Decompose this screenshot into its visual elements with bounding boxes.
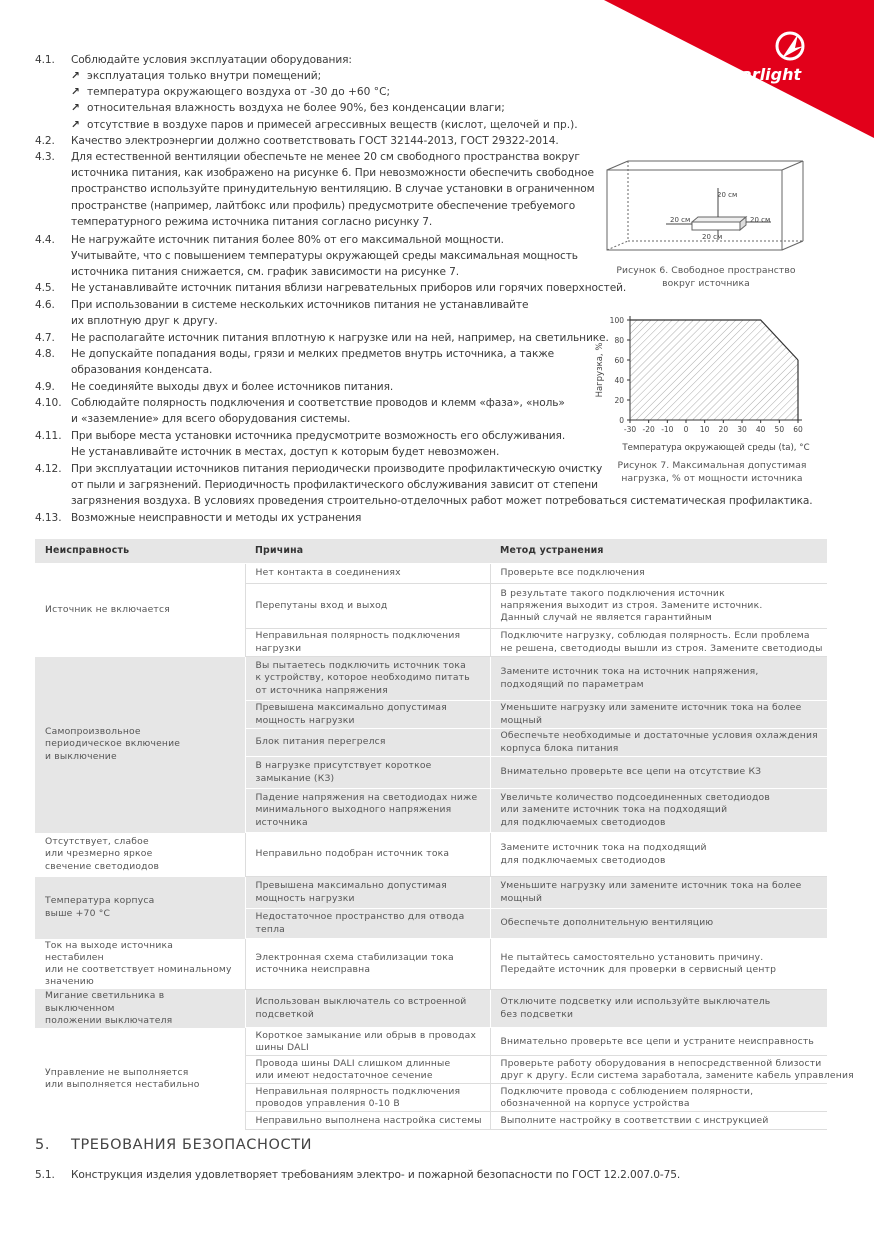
cause-line: Вы пытаетесь подключить источник тока xyxy=(255,660,466,672)
x-tick-label: 30 xyxy=(737,425,747,434)
item-number: 4.12. xyxy=(35,463,62,475)
condition-text: отсутствие в воздухе паров и примесей агрессивных веществ (кислот, щелочей и пр.). xyxy=(87,118,578,131)
cause-line: или имеют недостаточное сечение xyxy=(255,1069,433,1081)
cause-line: Блок питания перегрелся xyxy=(255,736,386,748)
fix-line: Отключите подсветку или используйте выключатель xyxy=(500,996,771,1008)
header-cause: Причина xyxy=(245,539,490,564)
fault-line: или чрезмерно яркое xyxy=(45,848,153,860)
item-text-line: Не располагайте источник питания вплотную к нагрузке или на ней, например, на светильнике. xyxy=(71,332,609,344)
fault-line: и выключение xyxy=(45,750,117,762)
arrow-bullet-icon: ↗ xyxy=(71,102,80,115)
x-tick-label: 20 xyxy=(718,425,729,434)
item-number: 4.9. xyxy=(35,381,55,393)
item-text-line: При выборе места установки источника предусмотрите возможность его обслуживания. xyxy=(71,430,566,442)
x-tick-label: 0 xyxy=(683,425,689,434)
item-text-line: Соблюдайте полярность подключения и соответствие проводов и клемм «фаза», «ноль» xyxy=(71,397,565,409)
condition-bullet xyxy=(71,100,505,116)
fix-line: для подключаемых светодиодов xyxy=(500,854,666,866)
cause-cell xyxy=(245,629,490,657)
cause-line: Электронная схема стабилизации тока xyxy=(255,951,454,963)
table-row xyxy=(35,833,827,877)
fix-line: для подключаемых светодиодов xyxy=(500,816,666,828)
item-number: 4.7. xyxy=(35,332,55,344)
item-number: 4.3. xyxy=(35,151,55,163)
y-tick-label: 100 xyxy=(609,316,624,325)
fault-line: или не соответствует номинальному xyxy=(45,963,232,975)
fix-line: Проверьте работу оборудования в непосредственной близости xyxy=(500,1057,822,1069)
section-5-heading xyxy=(35,1137,313,1153)
item-text-line: Не допускайте попадания воды, грязи и мелких предметов внутрь источника, а также xyxy=(71,348,555,360)
fault-cell xyxy=(35,989,245,1028)
fix-line: В результате такого подключения источник xyxy=(500,587,725,599)
cause-cell xyxy=(245,564,490,584)
power-supply-unit xyxy=(692,217,746,230)
item-text-line: пространство используйте принудительную вентиляцию. В случае установки в ограниченном xyxy=(71,183,595,196)
item-text-line: Соблюдайте условия эксплуатации оборудования: xyxy=(71,54,352,66)
fix-cell xyxy=(490,939,827,990)
fix-cell xyxy=(490,789,827,833)
item-text-line: Не устанавливайте источник в местах, доступ к которым будет невозможен. xyxy=(71,446,500,459)
fix-line: Обеспечьте дополнительную вентиляцию xyxy=(500,917,714,929)
cause-cell xyxy=(245,729,490,757)
cause-line: Недостаточное пространство для отвода xyxy=(255,911,465,923)
fix-cell xyxy=(490,833,827,877)
fault-table xyxy=(35,539,854,1130)
figure-6-box-diagram xyxy=(606,160,806,254)
cause-line: Превышена максимально допустимая xyxy=(255,702,447,714)
brand-corner xyxy=(604,0,874,140)
table-row xyxy=(35,939,827,990)
fix-cell xyxy=(490,757,827,789)
section-5-title: ТРЕБОВАНИЯ БЕЗОПАСНОСТИ xyxy=(71,1137,313,1153)
fix-cell xyxy=(490,701,827,729)
fix-line: корпуса блока питания xyxy=(500,742,619,754)
fix-cell xyxy=(490,1084,827,1112)
item-text-line: образования конденсата. xyxy=(71,364,213,377)
y-tick-label: 60 xyxy=(614,356,624,365)
fault-cell xyxy=(35,564,245,657)
section-5-number: 5. xyxy=(35,1137,51,1153)
item-number: 4.1. xyxy=(35,54,55,66)
table-row xyxy=(35,877,827,909)
cause-cell xyxy=(245,1056,490,1084)
fix-line: Внимательно проверьте все цепи на отсутствие КЗ xyxy=(500,766,762,778)
cause-line: шины DALI xyxy=(255,1041,309,1053)
figure-6-label-left: 20 см xyxy=(670,216,691,224)
item-4-2 xyxy=(35,133,815,149)
condition-text: относительная влажность воздуха не более 90%, без конденсации влаги; xyxy=(87,102,505,115)
item-text-line: от пыли и загрязнений. Периодичность профилактического обслуживания зависит от степени xyxy=(71,479,598,492)
cause-line: источника неисправна xyxy=(255,963,371,975)
cause-cell xyxy=(245,1028,490,1056)
figure-6-caption-line-2: вокруг источника xyxy=(662,278,750,289)
item-text-line: их вплотную друг к другу. xyxy=(71,315,218,328)
figure-6-label-top: 20 см xyxy=(717,191,738,199)
cause-line: Падение напряжения на светодиодах ниже xyxy=(255,792,478,804)
cause-cell xyxy=(245,833,490,877)
cause-line: замыкание (КЗ) xyxy=(255,772,335,784)
fault-cell xyxy=(35,657,245,833)
fix-line: Передайте источник для проверки в сервисный центр xyxy=(500,963,777,975)
item-number: 4.6. xyxy=(35,299,55,311)
x-tick-label: -20 xyxy=(642,425,655,434)
x-tick-label: 10 xyxy=(699,425,710,434)
header-fault: Неисправность xyxy=(35,539,245,564)
cause-line: к устройству, которое необходимо питать xyxy=(255,672,470,684)
fault-line: Отсутствует, слабое xyxy=(45,836,149,848)
figure-6-caption-line-1: Рисунок 6. Свободное пространство xyxy=(616,265,796,276)
item-text-line: источника питания, как изображено на рисунке 6. При невозможности обеспечить свободное xyxy=(71,167,594,180)
fix-line: Обеспечьте необходимые и достаточные условия охлаждения xyxy=(500,730,818,742)
item-5-1-number: 5.1. xyxy=(35,1169,55,1181)
fix-line: напряжения выходит из строя. Замените источник. xyxy=(500,599,763,611)
cause-cell xyxy=(245,1084,490,1112)
cause-cell xyxy=(245,701,490,729)
item-text-line: Не устанавливайте источник питания вблизи нагревательных приборов или горячих поверхностей. xyxy=(71,282,627,294)
fix-line: Уменьшите нагрузку или замените источник тока на более xyxy=(500,702,802,714)
cause-cell xyxy=(245,757,490,789)
item-5-1 xyxy=(35,1167,835,1184)
arrow-bullet-icon: ↗ xyxy=(71,86,80,99)
cause-line: источника xyxy=(255,816,308,828)
fix-cell xyxy=(490,1112,827,1130)
figure-7-caption-line-2: нагрузка, % от мощности источника xyxy=(621,473,803,484)
fix-line: мощный xyxy=(500,714,543,726)
cause-line: проводов управления 0-10 В xyxy=(255,1097,400,1109)
y-axis-label: Нагрузка, % xyxy=(595,342,605,398)
cause-line: Использован выключатель со встроенной xyxy=(255,996,467,1008)
y-tick-label: 20 xyxy=(614,396,624,405)
fault-line: периодическое включение xyxy=(45,738,181,750)
item-4-1 xyxy=(35,52,815,68)
x-tick-label: 50 xyxy=(774,425,785,434)
cause-line: от источника напряжения xyxy=(255,684,388,696)
fault-line: Ток на выходе источника нестабилен xyxy=(45,939,174,963)
cause-line: тепла xyxy=(255,923,286,935)
item-text-line: Не нагружайте источник питания более 80% от его максимальной мощности. xyxy=(71,234,504,246)
fix-cell xyxy=(490,729,827,757)
x-tick-label: -30 xyxy=(623,425,637,434)
fix-cell xyxy=(490,1056,854,1084)
condition-bullet xyxy=(71,117,578,133)
fault-line: или выполняется нестабильно xyxy=(45,1078,200,1090)
cause-cell xyxy=(245,1112,490,1130)
x-axis-label: Температура окружающей среды (ta), °C xyxy=(622,443,810,453)
cause-line: мощность нагрузки xyxy=(255,714,355,726)
fix-cell xyxy=(490,629,827,657)
fix-line: или замените источник тока на подходящий xyxy=(500,804,728,816)
fix-line: Не пытайтесь самостоятельно установить причину. xyxy=(500,951,764,963)
load-area xyxy=(630,320,798,420)
fix-line: Выполните настройку в соответствии с инструкцией xyxy=(500,1114,769,1126)
cause-line: В нагрузке присутствует короткое xyxy=(255,760,432,772)
item-number: 4.2. xyxy=(35,135,55,147)
fix-line: Увеличьте количество подсоединенных светодиодов xyxy=(500,792,770,804)
cause-line: мощность нагрузки xyxy=(255,892,355,904)
item-text-line: температурного режима источника питания согласно рисунку 7. xyxy=(71,215,433,228)
fix-line: не решена, светодиоды вышли из строя. Замените светодиоды xyxy=(500,642,823,654)
item-text-line: загрязнения воздуха. В условиях проведения строительно-отделочных работ может потребоваться систематическая профилактика. xyxy=(71,495,813,508)
fix-line: обозначенной на корпусе устройства xyxy=(500,1097,690,1109)
fix-line: Замените источник тока на подходящий xyxy=(500,842,707,854)
item-number: 4.4. xyxy=(35,234,55,246)
fix-line: без подсветки xyxy=(500,1008,574,1020)
condition-bullet xyxy=(71,68,321,84)
cause-cell xyxy=(245,877,490,909)
figure-6-label-bottom: 20 см xyxy=(702,233,723,241)
fault-cell xyxy=(35,939,245,990)
cause-cell xyxy=(245,789,490,833)
item-text-line: Учитывайте, что с повышением температуры окружающей среды максимальная мощность xyxy=(71,250,578,263)
fault-line: Источник не включается xyxy=(45,604,170,616)
cause-line: Перепутаны вход и выход xyxy=(255,599,388,611)
item-text-line: Для естественной вентиляции обеспечьте не менее 20 см свободного пространства вокруг xyxy=(71,151,580,163)
cause-line: Превышена максимально допустимая xyxy=(255,880,447,892)
fault-cell xyxy=(35,833,245,877)
cause-cell xyxy=(245,909,490,939)
item-text-line: Не соединяйте выходы двух и более источников питания. xyxy=(71,381,394,393)
cause-line: подсветкой xyxy=(255,1008,315,1020)
fix-cell xyxy=(490,657,827,701)
cause-line: Короткое замыкание или обрыв в проводах xyxy=(255,1029,477,1041)
fix-cell xyxy=(490,1028,827,1056)
fault-line: значению xyxy=(45,976,94,988)
fix-cell xyxy=(490,909,827,939)
fix-line: Подключите нагрузку, соблюдая полярность. Если проблема xyxy=(500,630,810,642)
item-number: 4.5. xyxy=(35,282,55,294)
figure-6-label-right: 20 см xyxy=(750,216,771,224)
fix-cell xyxy=(490,564,827,584)
y-tick-label: 40 xyxy=(614,376,624,385)
arrow-bullet-icon: ↗ xyxy=(71,118,80,131)
item-text-line: При эксплуатации источников питания периодически производите профилактическую очистку xyxy=(71,463,603,475)
table-row xyxy=(35,1028,827,1056)
header-fix: Метод устранения xyxy=(490,539,827,564)
fix-line: Проверьте все подключения xyxy=(500,567,645,579)
table-row xyxy=(35,657,827,701)
fault-line: Температура корпуса xyxy=(45,895,155,907)
fault-line: Мигание светильника в выключенном xyxy=(45,990,165,1014)
fault-cell xyxy=(35,877,245,939)
figure-7-caption xyxy=(606,459,818,485)
figure-7-caption-line-1: Рисунок 7. Максимальная допустимая xyxy=(617,460,807,471)
cause-line: Провода шины DALI слишком длинные xyxy=(255,1057,451,1069)
item-5-1-text: Конструкция изделия удовлетворяет требованиям электро- и пожарной безопасности по ГОСТ 12.2.007.0-75. xyxy=(71,1169,681,1181)
item-text-line: и «заземление» для всего оборудования системы. xyxy=(71,413,351,426)
cause-cell xyxy=(245,989,490,1028)
item-text-line: источника питания снижается, см. график зависимости на рисунке 7. xyxy=(71,266,460,279)
table-row xyxy=(35,989,827,1028)
x-tick-label: -10 xyxy=(661,425,674,434)
cause-line: Неправильная полярность подключения xyxy=(255,1085,461,1097)
y-tick-label: 0 xyxy=(619,416,624,425)
item-text-line: При использовании в системе нескольких источников питания не устанавливайте xyxy=(71,299,529,311)
fault-line: свечение светодиодов xyxy=(45,860,160,872)
item-text-line: пространстве (например, лайтбокс или профиль) предусмотрите обеспечение требуемого xyxy=(71,199,576,212)
table-row xyxy=(35,564,827,584)
cause-cell xyxy=(245,584,490,629)
item-4-13 xyxy=(35,510,815,526)
x-tick-label: 40 xyxy=(755,425,766,434)
fault-line: положении выключателя xyxy=(45,1014,173,1026)
fix-line: мощный xyxy=(500,892,543,904)
fix-line: Замените источник тока на источник напряжения, xyxy=(500,666,759,678)
y-tick-label: 80 xyxy=(614,336,624,345)
fault-line: Управление не выполняется xyxy=(45,1066,189,1078)
arrow-bullet-icon: ↗ xyxy=(71,70,80,82)
cause-cell xyxy=(245,657,490,701)
item-number: 4.11. xyxy=(35,430,62,442)
item-number: 4.10. xyxy=(35,397,62,409)
fix-line: Подключите провода с соблюдением полярности, xyxy=(500,1085,754,1097)
fix-line: Уменьшите нагрузку или замените источник тока на более xyxy=(500,880,802,892)
cause-cell xyxy=(245,939,490,990)
fix-line: Данный случай не является гарантийным xyxy=(500,612,713,624)
condition-text: температура окружающего воздуха от -30 до +60 °C; xyxy=(87,86,391,99)
cause-line: нагрузки xyxy=(255,642,302,654)
fix-line: друг к другу. Если система заработала, замените кабель управления xyxy=(500,1069,854,1081)
condition-bullet xyxy=(71,84,390,100)
cause-line: Нет контакта в соединениях xyxy=(255,567,401,579)
condition-text: эксплуатация только внутри помещений; xyxy=(87,70,322,82)
fix-line: Внимательно проверьте все цепи и устраните неисправность xyxy=(500,1035,815,1047)
fix-cell xyxy=(490,584,827,629)
figure-7-chart xyxy=(590,310,820,456)
brand-name: arlight xyxy=(741,65,802,84)
item-text-line: Качество электроэнергии должно соответствовать ГОСТ 32144-2013, ГОСТ 29322-2014. xyxy=(71,135,559,147)
fix-cell xyxy=(490,989,827,1028)
fault-line: выше +70 °C xyxy=(45,907,111,919)
cause-line: минимального выходного напряжения xyxy=(255,804,452,816)
item-number: 4.13. xyxy=(35,512,62,524)
fault-cell xyxy=(35,1028,245,1130)
figure-6-caption xyxy=(606,264,806,290)
item-text-line: Возможные неисправности и методы их устранения xyxy=(71,512,362,524)
item-number: 4.8. xyxy=(35,348,55,360)
fix-cell xyxy=(490,877,827,909)
fix-line: подходящий по параметрам xyxy=(500,678,644,690)
cause-line: Неправильная полярность подключения xyxy=(255,630,461,642)
cause-line: Неправильно подобран источник тока xyxy=(255,848,450,860)
cause-line: Неправильно выполнена настройка системы xyxy=(255,1114,482,1126)
x-tick-label: 60 xyxy=(793,425,803,434)
fault-line: Самопроизвольное xyxy=(45,726,141,738)
